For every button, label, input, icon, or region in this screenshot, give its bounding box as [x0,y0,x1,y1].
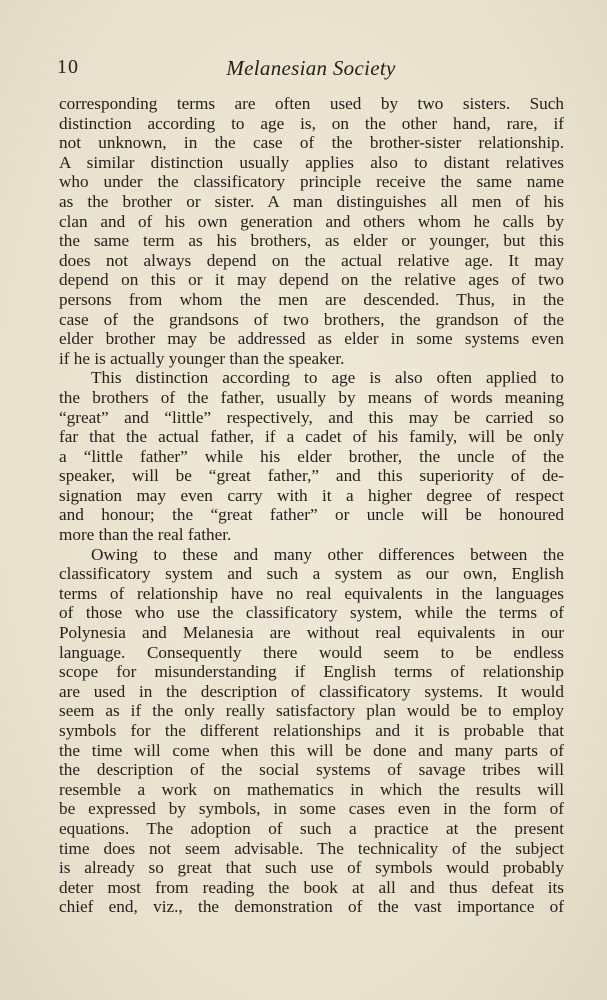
text-line: A similar distinction usually applies also to distant relatives [59,152,564,172]
text-line: as the brother or sister. A man distinguishes all men of his [59,191,564,211]
text-line: resemble a work on mathematics in which the results will [59,779,564,799]
page-header [57,56,565,86]
paragraph-start-line: This distinction according to age is also often applied to [91,368,564,388]
text-line: far that the actual father, if a cadet of his family, will be only [59,427,564,447]
text-line: speaker, will be “great father,” and this superiority of de- [59,466,564,486]
text-line: persons from whom the men are descended. Thus, in the [59,289,564,309]
text-line: the description of the social systems of savage tribes will [59,760,564,780]
text-line: clan and of his own generation and others whom he calls by [59,211,564,231]
text-line: corresponding terms are often used by two sisters. Such [59,94,564,113]
text-line: elder brother may be addressed as elder in some systems even [59,329,564,349]
text-line: scope for misunderstanding if English terms of relationship [59,662,564,682]
text-line: does not always depend on the actual relative age. It may [59,250,564,270]
text-line: signation may even carry with it a higher degree of respect [59,485,564,505]
text-line: who under the classificatory principle receive the same name [59,172,564,192]
text-line: the time will come when this will be done and many parts of [59,740,564,760]
text-line: be expressed by symbols, in some cases even in the form of [59,799,564,819]
text-line: not unknown, in the case of the brother-sister relationship. [59,133,564,153]
paragraph-end-line: if he is actually younger than the speaker. [59,348,345,368]
body-text [59,94,564,917]
text-line: and honour; the “great father” or uncle will be honoured [59,505,564,525]
text-line: a “little father” while his elder brother, the uncle of the [59,446,564,466]
text-line: depend on this or it may depend on the relative ages of two [59,270,564,290]
running-head: Melanesian Society [226,56,396,80]
text-line: the same term as his brothers, as elder or younger, but this [59,231,564,251]
text-line: Polynesia and Melanesia are without real equivalents in our [59,623,564,643]
paragraph-end-line: more than the real father. [59,525,232,545]
text-line: equations. The adoption of such a practice at the present [59,818,564,838]
text-line: time does not seem advisable. The technicality of the subject [59,838,564,858]
text-line: is already so great that such use of symbols would probably [59,858,564,878]
text-line: classificatory system and such a system as our own, English [59,564,564,584]
paragraph-start-line: Owing to these and many other differences between the [91,544,564,564]
text-line: are used in the description of classificatory systems. It would [59,681,564,701]
text-line: “great” and “little” respectively, and this may be carried so [59,407,564,427]
page-number: 10 [57,56,79,78]
text-line: deter most from reading the book at all and thus defeat its [59,877,564,897]
text-line: the brothers of the father, usually by means of words meaning [59,387,564,407]
text-line: case of the grandsons of two brothers, the grandson of the [59,309,564,329]
text-line: symbols for the different relationships and it is probable that [59,721,564,740]
text-line: language. Consequently there would seem to be endless [59,642,564,662]
text-line: chief end, viz., the demonstration of the vast importance of [59,897,564,917]
text-line: distinction according to age is, on the other hand, rare, if [59,113,564,133]
text-line: seem as if the only really satisfactory plan would be to employ [59,701,564,721]
text-line: of those who use the classificatory system, while the terms of [59,603,564,623]
text-line: terms of relationship have no real equivalents in the languages [59,583,564,603]
